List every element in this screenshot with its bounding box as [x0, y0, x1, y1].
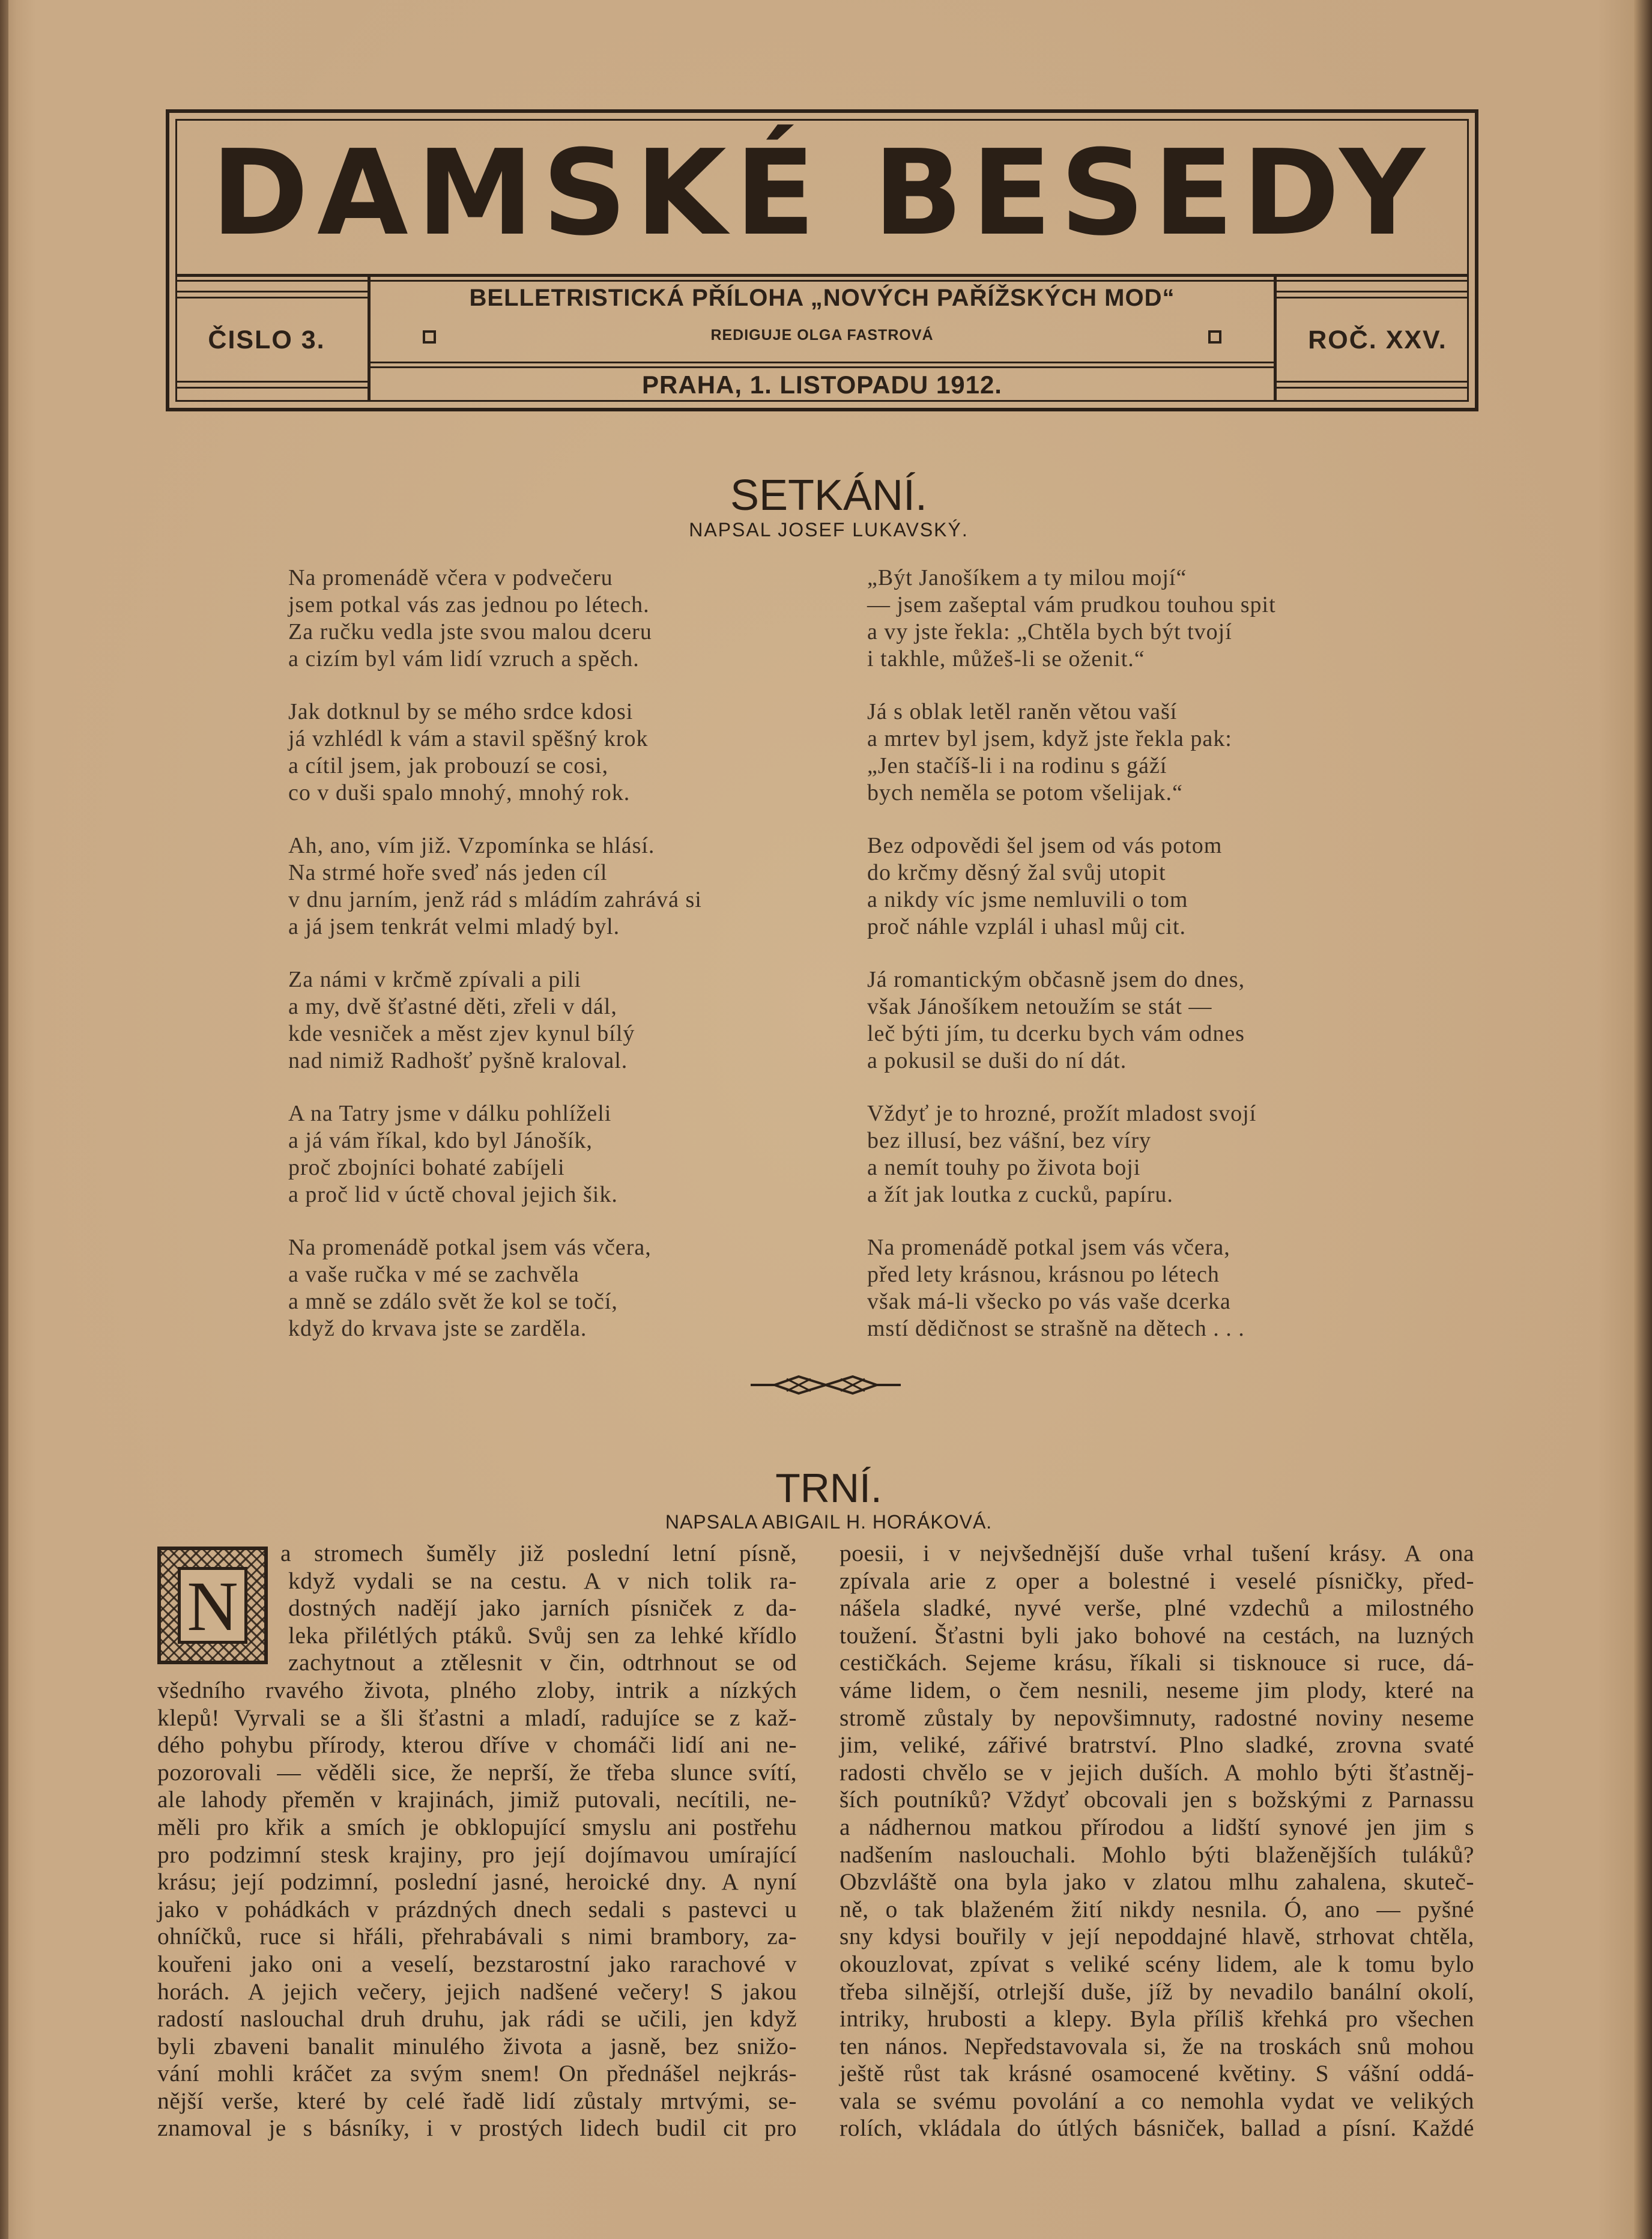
poem-stanza [288, 1100, 618, 1208]
text-line: váme lidem, o čem nesnili, neseme jim plody, které na [840, 1676, 1474, 1703]
masthead-rule [175, 387, 368, 389]
text-line: ně, o tak blaženém žití nikdy nesnila. Ó, ano — pyšné [840, 1895, 1474, 1922]
poem-line: Vždyť je to hrozné, prožít mladost svojí [867, 1101, 1257, 1126]
text-line: když vydali se na cestu. A v nich tolik ra- [288, 1567, 797, 1594]
masthead-editor: REDIGUJE OLGA FASTROVÁ [710, 327, 934, 344]
poem-line: proč náhle vzplál i uhasl můj cit. [867, 914, 1187, 939]
text-line: radosti chvělo se v jejich duších. A mohlo býti šťastněj- [840, 1759, 1474, 1786]
story-column-right [840, 1540, 1474, 2142]
page-edge-right [1634, 0, 1652, 2239]
text-line: jim, veliké, zářivé bratrství. Plno sladké, zrovna svaté [840, 1732, 1474, 1759]
text-line: ještě růst tak krásné osamocené květiny. S vášní oddá- [840, 2060, 1474, 2087]
poem-line: nad nimiž Radhošť pyšně kraloval. [288, 1048, 628, 1073]
text-line: intriky, hrubosti a klepy. Byla příliš křehká pro všechen [840, 2005, 1474, 2032]
poem-stanza [288, 832, 702, 941]
poem-line: a pokusil se duši do ní dát. [867, 1048, 1127, 1073]
text-line: horách. A jejich večery, jejich nadšené večery! S jakou [157, 1978, 797, 2005]
poem-line: Na promenádě včera v podvečeru [288, 565, 613, 590]
poem-line: Jak dotknul by se mého srdce kdosi [288, 699, 634, 724]
poem-line: a proč lid v úctě choval jejich šik. [288, 1182, 618, 1207]
text-line: poesii, i v nejvšednější duše vrhal tušení krásy. A ona [840, 1540, 1474, 1566]
poem-line: kde vesniček a měst zjev kynul bílý [288, 1021, 635, 1046]
poem-byline: NAPSAL JOSEF LUKAVSKÝ. [689, 519, 969, 541]
masthead-rule [175, 381, 368, 383]
text-line: nější verše, které by celé řadě lidí zůstaly mrtvými, se- [157, 2087, 797, 2114]
poem-stanza [288, 565, 652, 673]
text-line: pozorovali — věděli sice, že neprší, že třeba slunce svítí, [157, 1759, 797, 1786]
text-line: vání mohli kráčet za svým snem! On přednášel nejkrás- [157, 2060, 797, 2087]
poem-line: Za námi v krčmě zpívali a pili [288, 967, 581, 992]
text-line: rolích, vkládala do útlých básniček, ballad a písní. Každé [840, 2115, 1474, 2142]
text-line: leka přilétlých ptáků. Svůj sen za lehké křídlo [288, 1622, 797, 1649]
poem-line: a vy jste řekla: „Chtěla bych být tvojí [867, 619, 1232, 644]
text-line: radostí naslouchal druh druhu, jak rádi se učili, jen když [157, 2005, 797, 2032]
text-line: sny kdysi bouřily v její nepoddajné hlavě, strhovat chtěla, [840, 1923, 1474, 1950]
masthead-rule [1277, 297, 1469, 298]
masthead-rule [175, 291, 368, 292]
masthead-rule [1277, 381, 1469, 383]
text-line: nášela sladké, nyvé verše, plné vzdechů a milostného [840, 1595, 1474, 1622]
poem-line: — jsem zašeptal vám prudkou touhou spit [867, 592, 1276, 617]
poem-line: Na promenádě potkal jsem vás včera, [867, 1235, 1230, 1260]
poem-line: a žít jak loutka z cucků, papíru. [867, 1182, 1173, 1207]
poem-line: leč býti jím, tu dcerku bych vám odnes [867, 1021, 1245, 1046]
text-line: toužení. Šťastni byli jako bohové na cestách, na luzných [840, 1622, 1474, 1649]
poem-stanza [867, 698, 1232, 807]
text-line: zpívala arie z oper a bolestné i veselé písničky, před- [840, 1567, 1474, 1594]
text-line: kouřeni jako oni a veselí, bezstarostní jako rarachové v [157, 1950, 797, 1977]
poem-line: i takhle, můžeš-li se oženit.“ [867, 646, 1145, 671]
poem-line: „Jen stačíš-li i na rodinu s gáží [867, 753, 1167, 778]
poem-line: A na Tatry jsme v dálku pohlíželi [288, 1101, 612, 1126]
poem-line: v dnu jarním, jenž rád s mládím zahrává si [288, 887, 702, 912]
poem-stanza [867, 832, 1222, 941]
text-line: byli zbaveni banalit minulého života a jasně, bez snižo- [157, 2032, 797, 2059]
poem-line: proč zbojníci bohaté zabíjeli [288, 1155, 565, 1180]
text-line: jako v pohádkách v prázdných dnech sedali s pastevci u [157, 1895, 797, 1922]
poem-line: Na promenádě potkal jsem vás včera, [288, 1235, 652, 1260]
masthead-title: DAMSKÉ BESEDY [211, 125, 1433, 262]
text-line: a nádhernou matkou přírodou a lidští synové jen jim s [840, 1813, 1474, 1840]
text-line: Obzvláště ona byla jako v zlatou mlhu zahalena, skuteč- [840, 1868, 1474, 1895]
issue-number: ČISLO 3. [208, 326, 325, 354]
poem-line: a nikdy víc jsme nemluvili o tom [867, 887, 1188, 912]
masthead-rule [1277, 291, 1469, 292]
poem-line: mstí dědičnost se strašně na dětech . . . [867, 1316, 1245, 1341]
poem-title: SETKÁNÍ. [730, 471, 928, 520]
poem-line: a já vám říkal, kdo byl Jánošík, [288, 1128, 593, 1153]
poem-line: a mně se zdálo svět že kol se točí, [288, 1289, 618, 1314]
masthead-rule [175, 297, 368, 298]
text-line: ale lahody přeměn v krajinách, jimiž putovali, necítili, ne- [157, 1786, 797, 1813]
text-line: nadšením naslouchali. Mohlo býti blaženějších tuláků? [840, 1841, 1474, 1868]
text-line: stromě zůstaly by nepovšimnuty, radostné noviny neseme [840, 1704, 1474, 1731]
poem-line: a my, dvě šťastné děti, zřeli v dál, [288, 994, 617, 1019]
page-edge-left [0, 0, 8, 2239]
poem-line: do krčmy děsný žal svůj utopit [867, 860, 1166, 885]
poem-line: bych neměla se potom všelijak.“ [867, 780, 1183, 805]
text-line: cestičkách. Sejeme krásu, říkali si tisknouce si ruce, dá- [840, 1649, 1474, 1676]
text-line: okouzlovat, zpívat s veliké scény lidem, ale k tomu bylo [840, 1950, 1474, 1977]
poem-line: bez illusí, bez vášní, bez víry [867, 1128, 1152, 1153]
poem-line: Na strmé hoře sveď nás jeden cíl [288, 860, 608, 885]
poem-line: však Jánošíkem netoužím se stát — [867, 994, 1212, 1019]
poem-line: Za ručku vedla jste svou malou dceru [288, 619, 652, 644]
poem-line: však má-li všecko po vás vaše dcerka [867, 1289, 1231, 1314]
text-line: třeba silnější, otrlejší duše, jíž by nevadilo banální okolí, [840, 1978, 1474, 2005]
poem-stanza [867, 966, 1245, 1074]
poem-line: a já jsem tenkrát velmi mladý byl. [288, 914, 620, 939]
section-divider-ornament-icon [751, 1373, 901, 1397]
poem-stanza [288, 698, 649, 807]
text-line: krásu; její podzimní, poslední jasné, heroické dny. A nyní [157, 1868, 797, 1895]
poem-line: a mrtev byl jsem, když jste řekla pak: [867, 726, 1232, 751]
poem-line: před lety krásnou, krásnou po létech [867, 1262, 1220, 1287]
poem-line: a vaše ručka v mé se zachvěla [288, 1262, 579, 1287]
text-line: ších poutníků? Vždyť obcovali jen s božskými z Parnassu [840, 1786, 1474, 1813]
story-byline: NAPSALA ABIGAIL H. HORÁKOVÁ. [665, 1511, 993, 1533]
text-line: ohníčků, ruce si hřáli, přehrabávali s nimi brambory, za- [157, 1923, 797, 1950]
story-column-left [157, 1540, 797, 2142]
poem-line: a cizím byl vám lidí vzruch a spěch. [288, 646, 640, 671]
poem-stanza [288, 966, 635, 1074]
poem-stanza [288, 1234, 652, 1342]
text-line: ten nános. Nepředstavovala si, že na troskách snů mohou [840, 2032, 1474, 2059]
poem-line: a nemít touhy po života boji [867, 1155, 1141, 1180]
masthead-rule [371, 366, 1274, 368]
masthead-rule [371, 362, 1274, 363]
poem-stanza [867, 1100, 1256, 1208]
volume-number: ROČ. XXV. [1308, 326, 1447, 354]
text-line: klepů! Vyrvali se a šli šťastni a mladí, radujíce se z kaž- [157, 1704, 797, 1731]
drop-cap-letter: N [178, 1567, 247, 1644]
text-line: a stromech šuměly již poslední letní písně, [280, 1540, 797, 1566]
poem-line: jsem potkal vás zas jednou po létech. [288, 592, 650, 617]
text-line: pro podzimní stesk krajiny, pro její dojímavou umírající [157, 1841, 797, 1868]
poem-line: Já s oblak letěl raněn větou vaší [867, 699, 1178, 724]
poem-line: „Být Janošíkem a ty milou mojí“ [867, 565, 1187, 590]
poem-line: co v duši spalo mnohý, mnohý rok. [288, 780, 631, 805]
poem-line: Bez odpovědi šel jsem od vás potom [867, 833, 1223, 858]
poem-line: a cítil jsem, jak probouzí se cosi, [288, 753, 609, 778]
poem-line: když do krvava jste se zarděla. [288, 1316, 587, 1341]
poem-stanza [867, 565, 1276, 673]
text-line: měli pro křik a smích je obklopující smyslu ani postřehu [157, 1813, 797, 1840]
poem-line: Ah, ano, vím již. Vzpomínka se hlásí. [288, 833, 655, 858]
poem-stanza [867, 1234, 1245, 1342]
masthead-rule [1277, 387, 1469, 389]
story-title: TRNÍ. [775, 1465, 882, 1511]
text-line: vala se svému povolání a co nemohla vydat ve velikých [840, 2087, 1474, 2114]
text-line: dého pohybu přírody, kterou dříve v chomáči lidí ani ne- [157, 1732, 797, 1759]
text-line: zachytnout a ztělesnit v čin, odtrhnout se od [288, 1649, 797, 1676]
masthead-dateline: PRAHA, 1. LISTOPADU 1912. [642, 371, 1002, 399]
masthead [166, 109, 1478, 411]
poem-line: já vzhlédl k vám a stavil spěšný krok [288, 726, 649, 751]
poem-line: Já romantickým občasně jsem do dnes, [867, 967, 1245, 992]
text-line: dostných nadějí jako jarních písniček z da- [288, 1595, 797, 1622]
text-line: všedního rvavého života, plného zloby, intrik a nízkých [157, 1676, 797, 1703]
text-line: znamoval je s básníky, i v prostých lidech budil cit pro [157, 2115, 797, 2142]
masthead-subtitle: BELLETRISTICKÁ PŘÍLOHA „NOVÝCH PAŘÍŽSKÝCH MOD“ [469, 285, 1175, 311]
